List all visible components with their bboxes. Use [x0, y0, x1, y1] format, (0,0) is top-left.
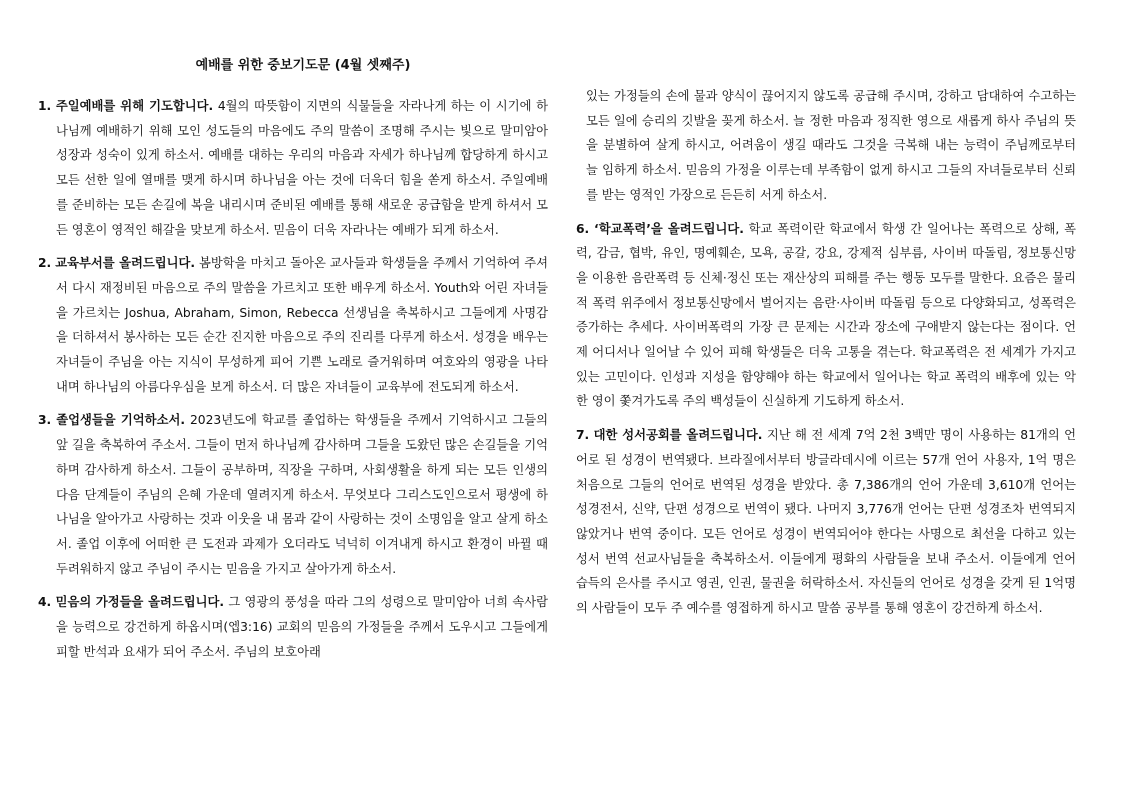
- right-column: [576, 0, 1076, 630]
- item-body: 지난 해 전 세계 7억 2천 3백만 명이 사용하는 81개의 언어로 된 성경이 번역됐다. 브라질에서부터 방글라데시에 이르는 57개 언어 사용자, 1억 명은 처음으로 그들의 언어로 번역된 성경을 받았다. 총 7,386개의 언어 가운데 3,610개 언어는 성경전서, 신약, 단편 성경으로 번역이 됐다. 나머지 3,776개 언어는 단편 성경조차 번역되지 않았거나 번역 중이다. 모든 언어로 성경이 번역되어야 한다는 사명으로 최선을 다하고 있는 성서 번역 선교사님들을 축복하소서. 이들에게 평화의 사람들을 보내 주소서. 이들에게 언어 습득의 은사를 주시고 영권, 인권, 물권을 허락하소서. 자신들의 언어로 성경을 갖게 된 1억명의 사람들이 모두 주 예수를 영접하게 하시고 말씀 공부를 통해 영혼이 강건하게 하소서.: [576, 428, 1076, 616]
- item-heading: 졸업생들을 기억하소서.: [56, 413, 185, 428]
- item-heading: 대한 성서공회를 올려드립니다.: [593, 428, 763, 443]
- prayer-item-1: [38, 94, 548, 242]
- item-heading: 교육부서를 올려드립니다.: [55, 256, 196, 271]
- item-number: 7.: [576, 428, 590, 443]
- prayer-item-3: [38, 408, 548, 581]
- prayer-item-7: [576, 423, 1076, 621]
- item-body: 학교 폭력이란 학교에서 학생 간 일어나는 폭력으로 상해, 폭력, 감금, 협박, 유인, 명예훼손, 모욕, 공갈, 강요, 강제적 심부름, 사이버 따돌림, 정보통신망을 이용한 음란폭력 등 신체·정신 또는 재산상의 피해를 주는 행동 모두를 말한다. 요즘은 물리적 폭력 위주에서 정보통신망에서 벌어지는 음란·사이버 따돌림 등으로 다양화되고, 성폭력은 증가하는 추세다. 사이버폭력의 가장 큰 문제는 시간과 장소에 구애받지 않는다는 점이다. 언제 어디서나 일어날 수 있어 피해 학생들은 더욱 고통을 겪는다. 학교폭력은 전 세계가 가지고 있는 고민이다. 인성과 지성을 함양해야 하는 학교에서 일어나는 학교 폭력의 배후에 있는 악한 영이 쫓겨가도록 주의 백성들이 신실하게 기도하게 하소서.: [576, 221, 1076, 409]
- item-body: 봄방학을 마치고 돌아온 교사들과 학생들을 주께서 기억하여 주셔서 다시 재정비된 마음으로 주의 말씀을 가르치고 또한 배우게 하소서. Youth와 어린 자녀들을 가르치는 Joshua, Abraham, Simon, Rebecca 선생님을 축복하시고 그들에게 사명감을 더하셔서 봉사하는 모든 순간 진지한 마음으로 주의 진리를 다루게 하소서. 성경을 배우는 자녀들이 주님을 아는 지식이 무성하게 피어 기쁜 노래로 즐거워하며 여호와의 영광을 나타내며 하나님의 아름다우심을 보게 하소서. 더 많은 자녀들이 교육부에 전도되게 하소서.: [56, 256, 548, 394]
- item-number: 4.: [38, 595, 52, 610]
- item-number: 6.: [576, 221, 590, 236]
- item-body: 2023년도에 학교를 졸업하는 학생들을 주께서 기억하시고 그들의 앞 길을 축복하여 주소서. 그들이 먼저 하나님께 감사하며 그들을 도왔던 많은 손길들을 기억하며 감사하게 하소서. 그들이 공부하며, 직장을 구하며, 사회생활을 하게 되는 모든 인생의 다음 단계들이 주님의 은혜 가운데 열려지게 하소서. 무엇보다 그리스도인으로서 평생에 하나님을 알아가고 사랑하는 것과 이웃을 내 몸과 같이 사랑하는 것이 소명임을 알고 살게 하소서. 졸업 이후에 어떠한 큰 도전과 과제가 오더라도 넉넉히 이겨내게 하시고 환경이 바뀔 때 두려워하지 않고 주님이 주시는 믿음을 가지고 살아가게 하소서.: [56, 413, 548, 576]
- prayer-item-6: [576, 217, 1076, 415]
- prayer-item-4: [38, 590, 548, 664]
- item-number: 3.: [38, 413, 52, 428]
- item-heading: 믿음의 가정들을 올려드립니다.: [55, 595, 225, 610]
- item-body: 4월의 따뜻함이 지면의 식물들을 자라나게 하는 이 시기에 하나님께 예배하기 위해 모인 성도들의 마음에도 주의 말씀이 조명해 주시는 빛으로 말미암아 성장과 성숙이 있게 하소서. 예배를 대하는 우리의 마음과 자세가 하나님께 합당하게 하시고 모든 선한 일에 열매를 맺게 하시며 하나님을 아는 것에 더욱더 힘을 쏟게 하소서. 주일예배를 준비하는 모든 손길에 복을 내리시며 준비된 예배를 통해 새로운 공급함을 받게 하셔서 모든 영혼이 영적인 해갈을 맞보게 하소서. 믿음이 더욱 자라나는 예배가 되게 하소서.: [56, 99, 548, 237]
- item-heading: 주일예배를 위해 기도합니다.: [55, 99, 214, 113]
- item-number: 1.: [38, 99, 52, 113]
- item-body: 그 영광의 풍성을 따라 그의 성령으로 말미암아 너희 속사람을 능력으로 강건하게 하옵시며(엡3:16) 교회의 믿음의 가정들을 주께서 도우시고 그들에게 피할 반석과 요새가 되어 주소서. 주님의 보호아래: [56, 595, 548, 659]
- item-number: 2.: [38, 256, 52, 271]
- item-heading: ‘학교폭력’을 올려드립니다.: [594, 221, 744, 236]
- left-column: [38, 0, 548, 673]
- prayer-item-2: [38, 251, 548, 399]
- prayer-item-4-continuation: 있는 가정들의 손에 물과 양식이 끊어지지 않도록 공급해 주시며, 강하고 담대하여 수고하는 모든 일에 승리의 깃발을 꽂게 하소서. 늘 정한 마음과 정직한 영으로 새롭게 하사 주님의 뜻을 분별하여 살게 하시고, 어려움이 생길 때라도 그것을 극복해 내는 능력이 주님께로부터 늘 임하게 하소서. 믿음의 가정을 이루는데 부족함이 없게 하시고 그들의 자녀들로부터 신뢰를 받는 영적인 가장으로 든든히 서게 하소서.: [586, 89, 1076, 202]
- document-title: 예배를 위한 중보기도문 (4월 셋째주): [195, 58, 411, 73]
